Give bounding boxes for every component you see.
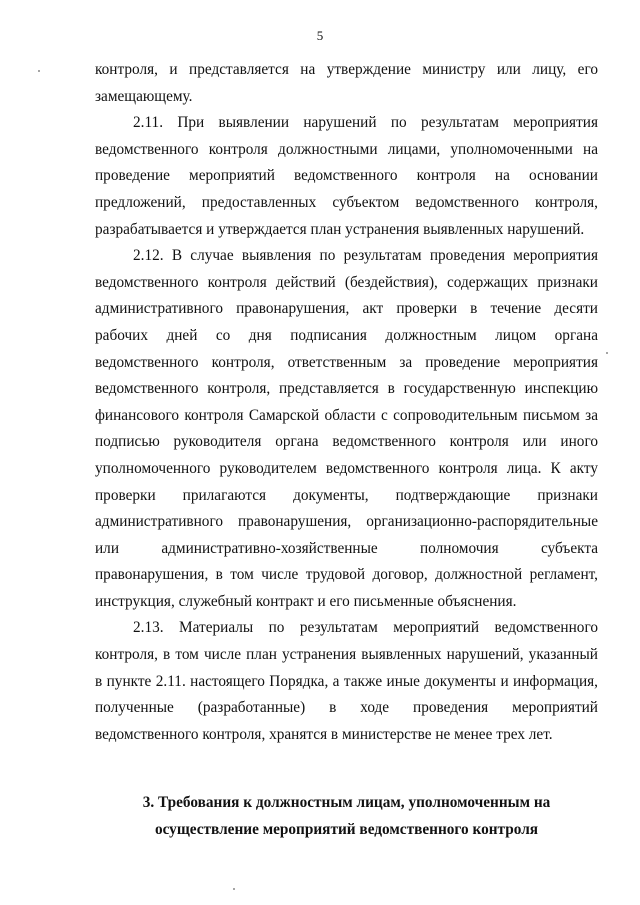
paragraph-2-13: 2.13. Материалы по результатам мероприятий ведомственного контроля, в том числе план устранения выявленных нарушений, указанный в пункте 2.11. настоящего Порядка, а также иные документы и информация, полученные (разработанные) в ходе проведения мероприятий ведомственного контроля, хранятся в министерстве не менее трех лет. [95, 619, 598, 743]
section-heading [95, 789, 598, 843]
paragraph-continuation: контроля, и представляется на утверждение министру или лицу, его замещающему. [95, 61, 598, 105]
scan-speck [38, 70, 40, 72]
section-heading-line-2: осуществление мероприятий ведомственного контроля [154, 821, 539, 839]
page-number: 5 [316, 28, 324, 43]
scan-speck [233, 888, 235, 890]
scan-speck [606, 352, 608, 354]
paragraph-2-12: 2.12. В случае выявления по результатам проведения мероприятия ведомственного контроля действий (бездействия), содержащих признаки административного правонарушения, акт проверки в течение десяти рабочих дней со дня подписания должностным лицом органа ведомственного контроля, ответственным за проведение мероприятия ведомственного контроля, представляется в государственную инспекцию финансового контроля Самарской области с сопроводительным письмом за подписью руководителя органа ведомственного контроля или иного уполномоченного руководителем ведомственного контроля лица. К акту проверки прилагаются документы, подтверждающие признаки административного правонарушения, организационно-распорядительные или административно-хозяйственные полномочия субъекта правонарушения, в том числе трудовой договор, должностной регламент, инструкция, служебный контракт и его письменные объяснения. [95, 247, 598, 610]
paragraph-2-11: 2.11. При выявлении нарушений по результатам мероприятия ведомственного контроля должностными лицами, уполномоченными на проведение мероприятий ведомственного контроля на основании предложений, предоставленных субъектом ведомственного контроля, разрабатывается и утверждается план устранения выявленных нарушений. [95, 114, 598, 238]
document-body [95, 57, 598, 843]
section-heading-line-1: 3. Требования к должностным лицам, уполномоченным на [142, 794, 551, 812]
